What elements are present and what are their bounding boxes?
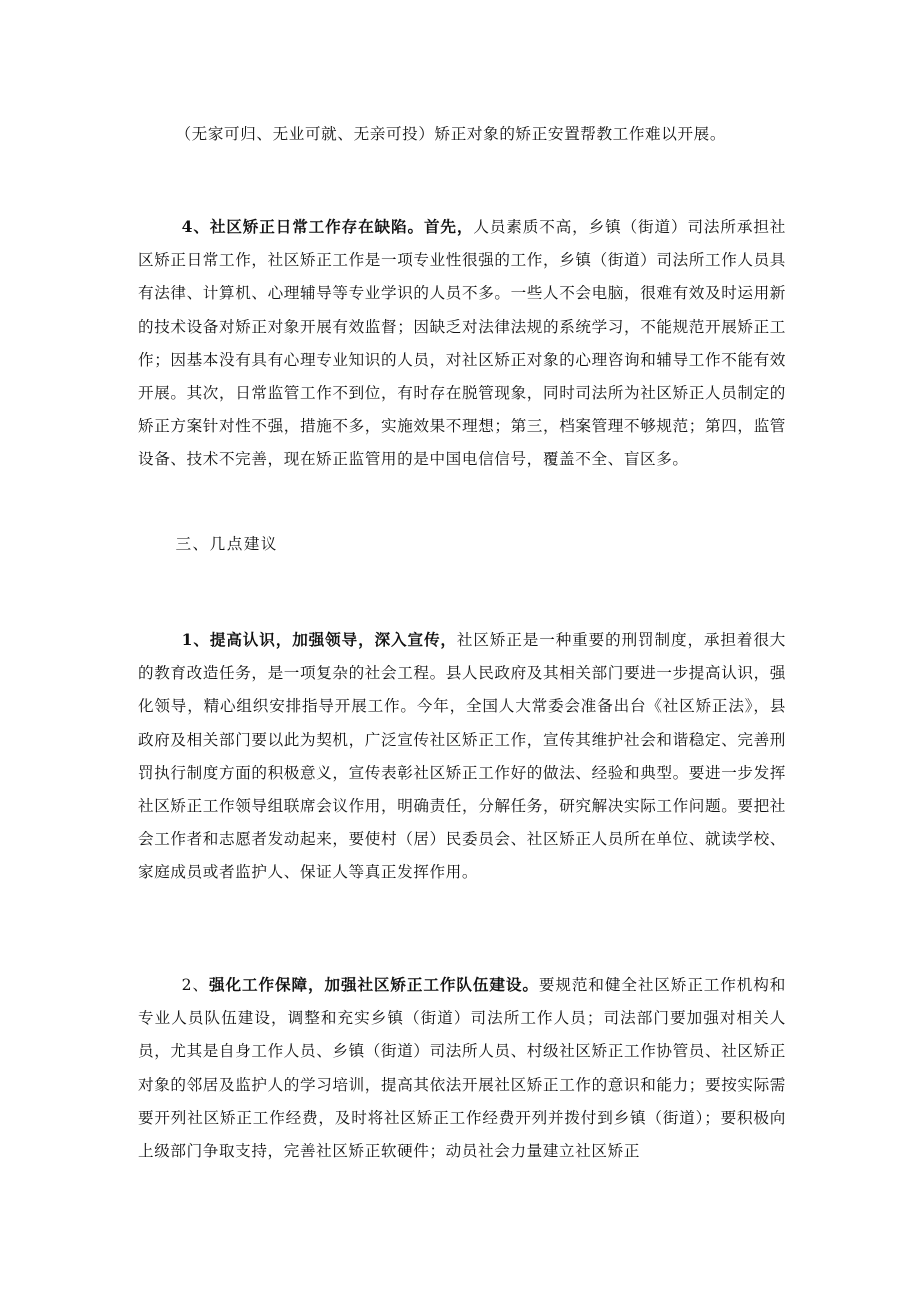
paragraph-suggestion-1	[138, 623, 786, 890]
paragraph-continued	[138, 118, 786, 151]
paragraph-text: 人员素质不高，乡镇（街道）司法所承担社区矫正日常工作，社区矫正工作是一项专业性很强的工作，乡镇（街道）司法所工作人员具有法律、计算机、心理辅导等专业学识的人员不多。一些人不会电脑，很难有效及时运用新的技术设备对矫正对象开展有效监督；因缺乏对法律法规的系统学习，不能规范开展矫正工作；因基本没有具有心理专业知识的人员，对社区矫正对象的心理咨询和辅导工作不能有效开展。其次，日常监管工作不到位，有时存在脱管现象，同时司法所为社区矫正人员制定的矫正方案针对性不强，措施不多，实施效果不理想；第三，档案管理不够规范；第四，监管设备、技术不完善，现在矫正监管用的是中国电信信号，覆盖不全、盲区多。	[138, 218, 787, 469]
paragraph-lead: 强化工作保障，加强社区矫正工作队伍建设。	[209, 975, 539, 994]
paragraph-lead: 1、提高认识，加强领导，深入宣传，	[181, 630, 457, 649]
paragraph-item-4	[138, 210, 786, 477]
paragraph-text: （无家可归、无业可就、无亲可投）矫正对象的矫正安置帮教工作难以开展。	[175, 125, 727, 143]
paragraph-text: 要规范和健全社区矫正工作机构和专业人员队伍建设，调整和充实乡镇（街道）司法所工作人员；司法部门要加强对相关人员，尤其是自身工作人员、乡镇（街道）司法所人员、村级社区矫正工作协管员、社区矫正对象的邻居及监护人的学习培训，提高其依法开展社区矫正工作的意识和能力；要按实际需要开列社区矫正工作经费，及时将社区矫正工作经费开列并拨付到乡镇（街道）；要积极向上级部门争取支持，完善社区矫正软硬件；动员社会力量建立社区矫正	[138, 976, 786, 1161]
section-heading: 三、几点建议	[175, 535, 279, 553]
paragraph-text: 社区矫正是一种重要的刑罚制度，承担着很大的教育改造任务，是一项复杂的社会工程。县人民政府及其相关部门要进一步提高认识，强化领导，精心组织安排指导开展工作。今年，全国人大常委会准备出台《社区矫正法》，县政府及相关部门要以此为契机，广泛宣传社区矫正工作，宣传其维护社会和谐稳定、完善刑罚执行制度方面的积极意义，宣传表彰社区矫正工作好的做法、经验和典型。要进一步发挥社区矫正工作领导组联席会议作用，明确责任，分解任务，研究解决实际工作问题。要把社会工作者和志愿者发动起来，要使村（居）民委员会、社区矫正人员所在单位、就读学校、家庭成员或者监护人、保证人等真正发挥作用。	[138, 631, 786, 882]
paragraph-lead: 4、社区矫正日常工作存在缺陷。首先，	[181, 217, 474, 236]
paragraph-number: 2、	[181, 976, 209, 994]
paragraph-suggestion-2	[138, 968, 786, 1168]
